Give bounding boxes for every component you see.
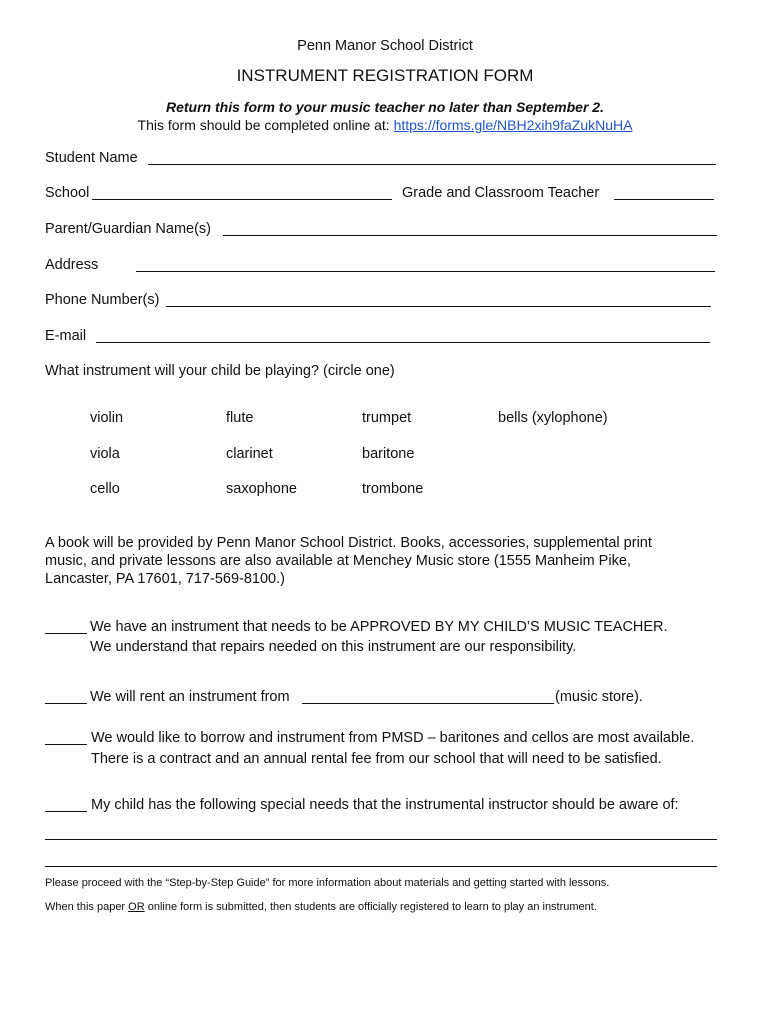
option-approved-text: We have an instrument that needs to be APPROVED BY MY CHILD’S MUSIC TEACHER. xyxy=(90,619,668,635)
footer-text-b: online form is submitted, then students are officially registered to learn to play an instrument. xyxy=(144,901,597,913)
music-store-field[interactable] xyxy=(302,703,554,704)
form-title: INSTRUMENT REGISTRATION FORM xyxy=(236,66,534,85)
parent-names-label: Parent/Guardian Name(s) xyxy=(45,221,212,237)
parent-names-field[interactable] xyxy=(223,235,717,236)
phone-field[interactable] xyxy=(166,306,711,307)
online-prefix: This form should be completed online at: xyxy=(137,117,394,133)
option-special-needs-text: My child has the following special needs that the instrumental instructor should be aware of: xyxy=(91,797,679,813)
instrument-option[interactable]: flute xyxy=(226,410,254,426)
online-form-link[interactable]: https://forms.gle/NBH2xih9faZukNuHA xyxy=(393,117,633,133)
school-label: School xyxy=(45,185,90,201)
instrument-option[interactable]: bells (xylophone) xyxy=(498,410,608,426)
instrument-option[interactable]: viola xyxy=(90,446,120,462)
special-needs-field-1[interactable] xyxy=(45,839,717,840)
option-approved-checkline[interactable] xyxy=(45,633,87,634)
option-rent-prefix: We will rent an instrument from xyxy=(90,689,290,705)
instrument-question: What instrument will your child be playing? (circle one) xyxy=(45,363,395,379)
instrument-option[interactable]: baritone xyxy=(362,446,415,462)
option-borrow-text: We would like to borrow and instrument from PMSD – baritones and cellos are most available. xyxy=(91,730,695,746)
student-name-field[interactable] xyxy=(148,164,716,165)
option-approved-text-2: We understand that repairs needed on this instrument are our responsibility. xyxy=(90,639,577,655)
instrument-option[interactable]: saxophone xyxy=(226,481,297,497)
footer-note: Please proceed with the “Step-by-Step Guide” for more information about materials and getting started with lessons. xyxy=(45,877,610,889)
school-field[interactable] xyxy=(92,199,392,200)
option-special-needs-checkline[interactable] xyxy=(45,811,87,812)
instrument-option[interactable]: trumpet xyxy=(362,410,412,426)
option-borrow-checkline[interactable] xyxy=(45,744,87,745)
book-paragraph-line: Lancaster, PA 17601, 717-569-8100.) xyxy=(45,571,285,587)
district-name: Penn Manor School District xyxy=(297,38,473,54)
grade-teacher-label: Grade and Classroom Teacher xyxy=(402,185,600,201)
book-paragraph-line: music, and private lessons are also available at Menchey Music store (1555 Manheim Pike, xyxy=(45,553,631,569)
instrument-option[interactable]: clarinet xyxy=(226,446,273,462)
email-field[interactable] xyxy=(96,342,710,343)
option-rent-checkline[interactable] xyxy=(45,703,87,704)
student-name-label: Student Name xyxy=(45,150,138,166)
deadline-note: Return this form to your music teacher no later than September 2. xyxy=(166,99,604,115)
address-label: Address xyxy=(45,257,99,273)
instrument-option[interactable]: trombone xyxy=(362,481,424,497)
option-rent-suffix: (music store). xyxy=(555,689,643,705)
footer-text-a: When this paper xyxy=(45,901,129,913)
phone-label: Phone Number(s) xyxy=(45,292,160,308)
grade-teacher-field[interactable] xyxy=(614,199,714,200)
email-label: E-mail xyxy=(45,328,87,344)
book-paragraph-line: A book will be provided by Penn Manor School District. Books, accessories, supplemental print xyxy=(45,535,652,551)
special-needs-field-2[interactable] xyxy=(45,866,717,867)
option-borrow-text-2: There is a contract and an annual rental fee from our school that will need to be satisfied. xyxy=(91,751,662,767)
footer-registration-note xyxy=(45,901,597,913)
instrument-option[interactable]: cello xyxy=(90,481,120,497)
footer-or: OR xyxy=(128,901,145,913)
instrument-option[interactable]: violin xyxy=(90,410,124,426)
online-note xyxy=(0,117,770,133)
address-field[interactable] xyxy=(136,271,715,272)
